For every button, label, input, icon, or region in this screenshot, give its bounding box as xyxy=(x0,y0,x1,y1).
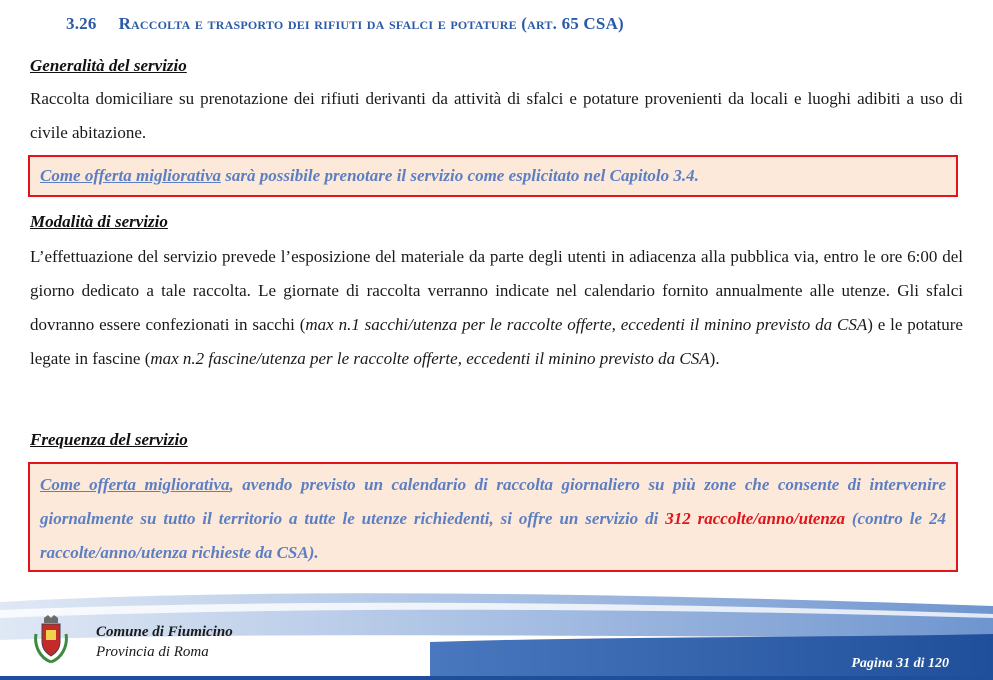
footer-comune: Comune di Fiumicino xyxy=(96,624,233,640)
municipal-crest-icon xyxy=(34,614,68,666)
section-title xyxy=(66,14,624,34)
offer-text-generalita: sarà possibile prenotare il servizio come esplicitato nel Capitolo 3.4. xyxy=(221,166,699,185)
section-number: 3.26 xyxy=(66,14,97,33)
modalita-text-2: ) e le potature legate in fascine ( xyxy=(30,315,963,368)
modalita-italic-2: max n.2 fascine/utenza per le raccolte offerte, eccedenti il minino previsto da CSA xyxy=(150,349,710,368)
modalita-text-1: L’effettuazione del servizio prevede l’esposizione del materiale da parte degli utenti in adiacenza alla pubblica via, entro le ore 6:00 del giorno dedicato a tale raccolta. Le giornate di raccolta verranno indicate nel calendario fornito annualmente alle utenze. Gli sfalci dovranno essere confezionati in sacchi ( xyxy=(30,247,963,334)
offer-text-frequenza-1: , avendo previsto un calendario di raccolta giornaliero su più zone che consente di intervenire giornalmente su tutto il territorio a tutte le utenze richiedenti, si offre un servizio di xyxy=(40,475,946,528)
footer-provincia: Provincia di Roma xyxy=(96,644,209,660)
section-title-text: Raccolta e trasporto dei rifiuti da sfalci e potature (art. 65 CSA) xyxy=(118,14,624,33)
offer-text-frequenza-2: (contro le 24 raccolte/anno/utenza richieste da CSA). xyxy=(40,509,946,562)
offer-box-generalita xyxy=(28,155,958,197)
modalita-italic-1: max n.1 sacchi/utenza per le raccolte offerte, eccedenti il minino previsto da CSA xyxy=(305,315,868,334)
modalita-text-3: ). xyxy=(709,349,720,368)
heading-generalita: Generalità del servizio xyxy=(30,56,187,75)
offer-highlight-frequenza: 312 raccolte/anno/utenza xyxy=(665,509,845,528)
offer-link-generalita[interactable]: Come offerta migliorativa xyxy=(40,166,222,185)
offer-box-frequenza xyxy=(28,462,958,572)
paragraph-generalita: Raccolta domiciliare su prenotazione dei rifiuti derivanti da attività di sfalci e potature provenienti da locali e luoghi adibiti a uso di civile abitazione. xyxy=(30,89,963,142)
page-number: Pagina 31 di 120 xyxy=(851,656,949,671)
paragraph-modalita xyxy=(30,240,963,376)
heading-modalita: Modalità di servizio xyxy=(30,212,168,231)
offer-link-frequenza[interactable]: Come offerta migliorativa xyxy=(40,475,230,494)
heading-frequenza: Frequenza del servizio xyxy=(30,430,188,449)
